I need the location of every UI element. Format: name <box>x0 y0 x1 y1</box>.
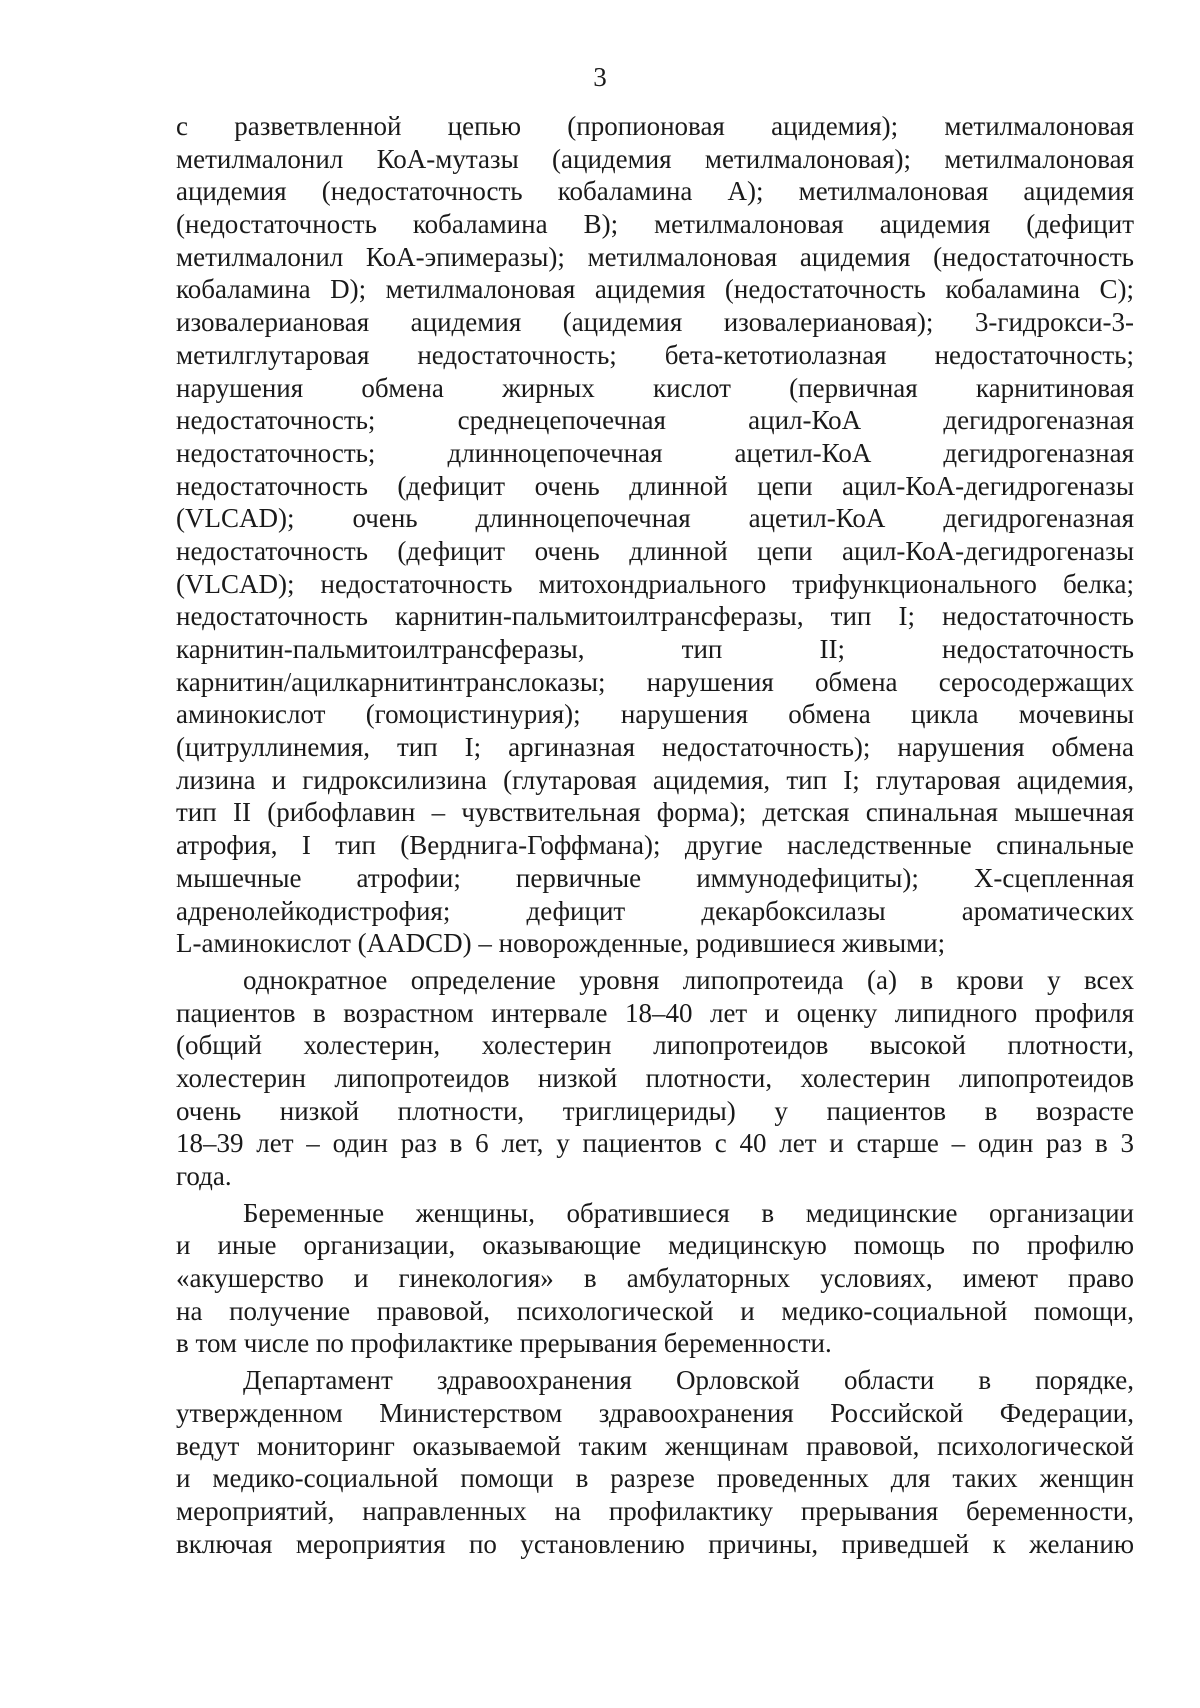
text-line: и медико-социальной помощи в разрезе проведенных для таких женщин <box>176 1463 1134 1494</box>
text-line: лизина и гидроксилизина (глутаровая ацидемия, тип I; глутаровая ацидемия, <box>176 764 1134 795</box>
text-line: недостаточность (дефицит очень длинной цепи ацил-КоА-дегидрогеназы <box>176 535 1134 566</box>
text-line: Беременные женщины, обратившиеся в медицинские организации <box>243 1197 1134 1228</box>
text-line: тип II (рибофлавин – чувствительная форма); детская спинальная мышечная <box>176 797 1134 828</box>
text-line: мышечные атрофии; первичные иммунодефициты); Х-сцепленная <box>176 862 1134 893</box>
text-line: «акушерство и гинекология» в амбулаторных условиях, имеют право <box>176 1263 1134 1294</box>
text-line: кобаламина D); метилмалоновая ацидемия (недостаточность кобаламина С); <box>176 274 1134 305</box>
text-line: однократное определение уровня липопротеида (а) в крови у всех <box>243 964 1134 995</box>
text-line: карнитин/ацилкарнитинтранслоказы; нарушения обмена серосодержащих <box>176 666 1134 697</box>
text-line: карнитин-пальмитоилтрансферазы, тип II; недостаточность <box>176 634 1134 664</box>
text-line: ведут мониторинг оказываемой таким женщинам правовой, психологической <box>176 1430 1134 1461</box>
text-line: пациентов в возрастном интервале 18–40 лет и оценку липидного профиля <box>176 997 1134 1028</box>
text-line: Департамент здравоохранения Орловской области в порядке, <box>243 1365 1134 1396</box>
text-line: (недостаточность кобаламина В); метилмалоновая ацидемия (дефицит <box>176 209 1134 240</box>
text-line: метилмалонил КоА-мутазы (ацидемия метилмалоновая); метилмалоновая <box>176 143 1134 174</box>
text-line: (VLCAD); очень длинноцепочечная ацетил-КоА дегидрогеназная <box>176 503 1134 534</box>
text-line: и иные организации, оказывающие медицинскую помощь по профилю <box>176 1230 1134 1261</box>
text-line: (цитруллинемия, тип I; аргиназная недостаточность); нарушения обмена <box>176 732 1134 763</box>
text-line: (общий холестерин, холестерин липопротеидов высокой плотности, <box>176 1030 1134 1061</box>
text-line: недостаточность; среднецепочечная ацил-КоА дегидрогеназная <box>176 405 1134 436</box>
text-line: включая мероприятия по установлению причины, приведшей к желанию <box>176 1528 1134 1559</box>
text-line: утвержденном Министерством здравоохранения Российской Федерации, <box>176 1397 1134 1428</box>
text-line: года. <box>176 1161 232 1191</box>
text-line: недостаточность (дефицит очень длинной цепи ацил-КоА-дегидрогеназы <box>176 470 1134 501</box>
text-line: (VLCAD); недостаточность митохондриального трифункционального белка; <box>176 568 1134 599</box>
text-line: нарушения обмена жирных кислот (первичная карнитиновая <box>176 372 1134 403</box>
text-line: на получение правовой, психологической и медико-социальной помощи, <box>176 1295 1134 1326</box>
document-body <box>176 110 1134 1560</box>
text-line: недостаточность карнитин-пальмитоилтрансферазы, тип I; недостаточность <box>176 601 1134 632</box>
text-line: мероприятий, направленных на профилактику прерывания беременности, <box>176 1495 1134 1526</box>
text-line: холестерин липопротеидов низкой плотности, холестерин липопротеидов <box>176 1062 1134 1093</box>
page-number: 3 <box>593 62 607 92</box>
text-line: L-аминокислот (AADCD) – новорожденные, родившиеся живыми; <box>176 928 946 959</box>
text-line: аминокислот (гомоцистинурия); нарушения обмена цикла мочевины <box>176 699 1134 730</box>
text-line: метилмалонил КоА-эпимеразы); метилмалоновая ацидемия (недостаточность <box>176 241 1134 272</box>
text-line: с разветвленной цепью (пропионовая ацидемия); метилмалоновая <box>176 111 1134 141</box>
text-line: ацидемия (недостаточность кобаламина А); метилмалоновая ацидемия <box>176 176 1134 207</box>
text-line: метилглутаровая недостаточность; бета-кетотиолазная недостаточность; <box>176 339 1134 370</box>
text-line: 18–39 лет – один раз в 6 лет, у пациентов с 40 лет и старше – один раз в 3 <box>176 1128 1134 1159</box>
text-line: недостаточность; длинноцепочечная ацетил-КоА дегидрогеназная <box>176 437 1134 468</box>
text-line: очень низкой плотности, триглицериды) у пациентов в возрасте <box>176 1095 1134 1126</box>
text-line: в том числе по профилактике прерывания беременности. <box>176 1328 832 1359</box>
text-line: атрофия, I тип (Верднига-Гоффмана); другие наследственные спинальные <box>176 830 1134 861</box>
text-line: адренолейкодистрофия; дефицит декарбоксилазы ароматических <box>176 895 1134 926</box>
text-line: изовалериановая ацидемия (ацидемия изовалериановая); 3-гидрокси-3- <box>176 307 1134 338</box>
